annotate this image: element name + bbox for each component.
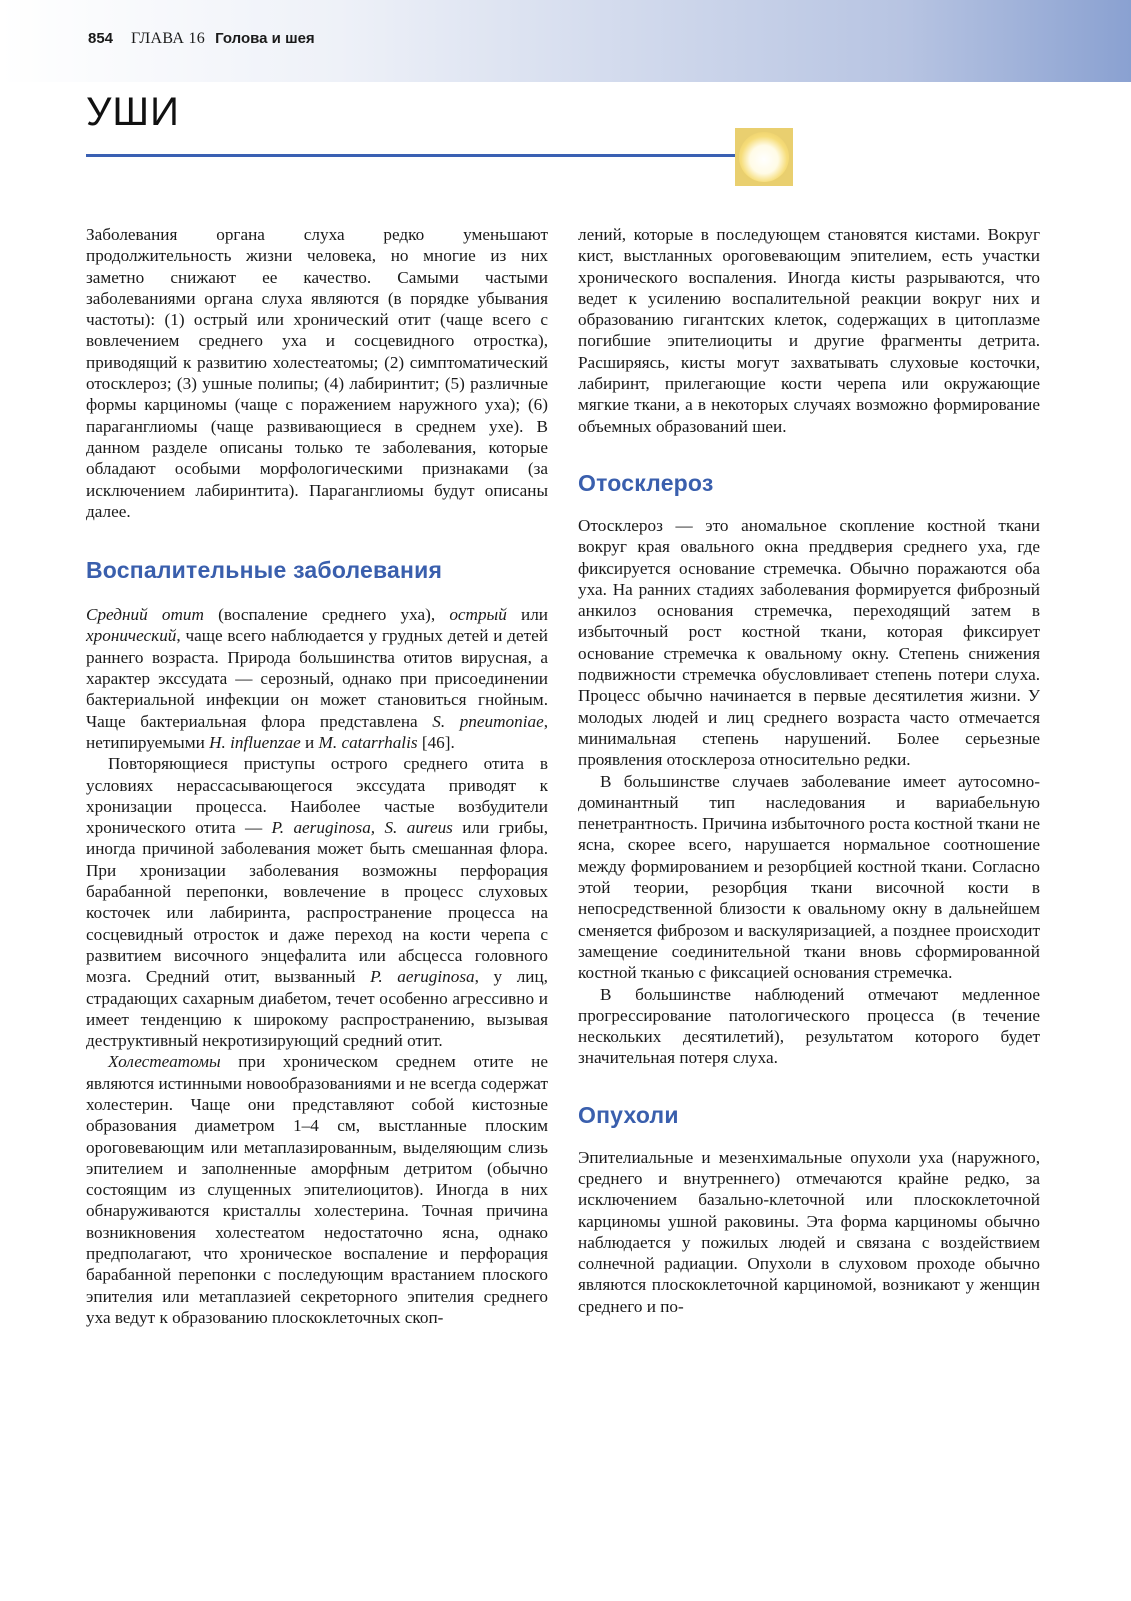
heading-inflammatory: Воспалительные заболевания: [86, 557, 443, 584]
otosclerosis-paragraph-1: Отосклероз — это аномальное скопление костной ткани вокруг края овального окна преддверия среднего уха, где фиксируется основание стремечка. Обычно поражаются оба уха. На ранних стадиях заболевания формируется фиброзный анкилоз основания стремечка, переходящий затем в избыточный рост костной ткани, которая фиксирует основание стремечка к овальному окну. Степень снижения подвижности стремечка обусловливает степень потери слуха. Процесс обычно начинается в первые десятилетия жизни. У молодых людей и лиц среднего возраста часто отмечается минимальная степень нарушений. Более серьезные проявления отосклероза относительно редки.: [578, 515, 1040, 770]
intro-paragraph: Заболевания органа слуха редко уменьшают продолжительность жизни человека, но многие из них заметно снижают ее качество. Самыми частыми заболеваниями органа слуха являются (в порядке убывания частоты): (1) острый или хронический отит (чаще всего с вовлечением среднего уха и сосцевидного отростка), приводящий к развитию холестеатомы; (2) симптоматический отосклероз; (3) ушные полипы; (4) лабиринтит; (5) различные формы карциномы (чаще с поражением наружного уха); (6) параганглиомы (чаще развивающиеся в среднем ухе). В данном разделе описаны только те заболевания, которые обладают особыми морфологическими признаками (за исключением лабиринтита). Параганглиомы будут описаны далее.: [86, 225, 548, 521]
continuation-paragraph: лений, которые в последующем становятся кистами. Вокруг кист, выстланных ороговевающим эпителием, есть участки хронического воспаления. Иногда кисты разрываются, что ведет к усилению воспалительной реакции вокруг них и образованию гигантских клеток, содержащих в цитоплазме погибшие эпителиоциты и другие фрагменты детрита. Расширяясь, кисты могут захватывать слуховые косточки, лабиринт, прилегающие кости черепа или окружающие мягкие ткани, а в некоторых случаях возможно формирование объемных образований шеи.: [578, 225, 1040, 436]
heading-tumors: Опухоли: [578, 1101, 679, 1128]
running-head: [88, 30, 315, 54]
chronic-otitis-paragraph: Повторяющиеся приступы острого среднего отита в условиях нерассасывающегося экссудата приводят к хронизации процесса. Наиболее частые возбудители хронического отита — P. aeruginosa, S. aureus или грибы, иногда причиной заболевания может быть смешанная флора. При хронизации заболевания возможны перфорация барабанной перепонки, вовлечение в процесс слуховых косточек или лабиринта, распространение процесса на сосцевидный отросток и даже переход на кости черепа с развитием височного энцефалита или абсцесса головного мозга. Средний отит, вызванный P. aeruginosa, у лиц, страдающих сахарным диабетом, течет особенно агрессивно и имеет тенденцию к широкому распространению, вызывая деструктивный некротизирующий средний отит.: [86, 754, 549, 1051]
section-title: УШИ: [86, 90, 180, 134]
cholesteatoma-paragraph: Холестеатомы при хроническом среднем отите не являются истинными новообразованиями и не всегда содержат холестерин. Чаще они представляют собой кистозные образования диаметром 1–4 см, выстланные плоским ороговевающим или метаплазированным, выделяющим слизь эпителием и заполненные аморфным детритом (обычно состоящим из слущенных эпителиоцитов). Иногда в них обнаруживаются кристаллы холестерина. Точная причина возникновения холестеатом недостаточно ясна, однако предполагают, что хроническое воспаление и перфорация барабанной перепонки с последующим врастанием плоского эпителия или метаплазией секреторного эпителия среднего уха ведут к образованию плоскоклеточных скоп-: [86, 1052, 548, 1327]
left-column: [86, 224, 548, 1328]
heading-otosclerosis: Отосклероз: [578, 469, 714, 496]
otitis-paragraph: Средний отит (воспаление среднего уха), острый или хронический, чаще всего наблюдается у грудных детей и детей раннего возраста. Природа большинства отитов вирусная, а характер экссудата — серозный, однако при присоединении бактериальной инфекции он может становиться гнойным. Чаще бактериальная флора представлена S. pneumoniae, нетипируемыми H. influenzae и M. catarrhalis [46].: [86, 605, 548, 752]
sun-icon: [735, 128, 793, 186]
chapter-title: Голова и шея: [215, 30, 315, 47]
right-column: [578, 224, 1040, 1317]
otosclerosis-paragraph-3: В большинстве наблюдений отмечают медленное прогрессирование патологического процесса (в течение нескольких десятилетий), результатом которого будет значительная потеря слуха.: [578, 984, 1040, 1068]
page-number: 854: [88, 30, 114, 47]
tumors-paragraph: Эпителиальные и мезенхимальные опухоли уха (наружного, среднего и внутреннего) отмечаются крайне редко, за исключением базально-клеточной или плоскоклеточной карциномы ушной раковины. Эта форма карциномы обычно наблюдается у пожилых людей и связана с воздействием солнечной радиации. Опухоли в слуховом проходе обычно являются плоскоклеточной карциномой, возникают у женщин среднего и по-: [578, 1147, 1040, 1316]
otosclerosis-paragraph-2: В большинстве случаев заболевание имеет аутосомно-доминантный тип наследования и вариабельную пенетрантность. Причина избыточного роста костной ткани не ясна, скорее всего, нарушается нормальное соотношение между формированием и резорбцией костной ткани. Согласно этой теории, резорбция ткани височной кости в непосредственной близости к овальному окну в дальнейшем сменяется фиброзом и васкуляризацией, а позднее происходит замещение соединительной ткани вновь сформированной костной тканью с фиксацией основания стремечка.: [578, 771, 1040, 983]
title-rule: [86, 154, 741, 157]
chapter-label: ГЛАВА 16: [131, 30, 206, 47]
